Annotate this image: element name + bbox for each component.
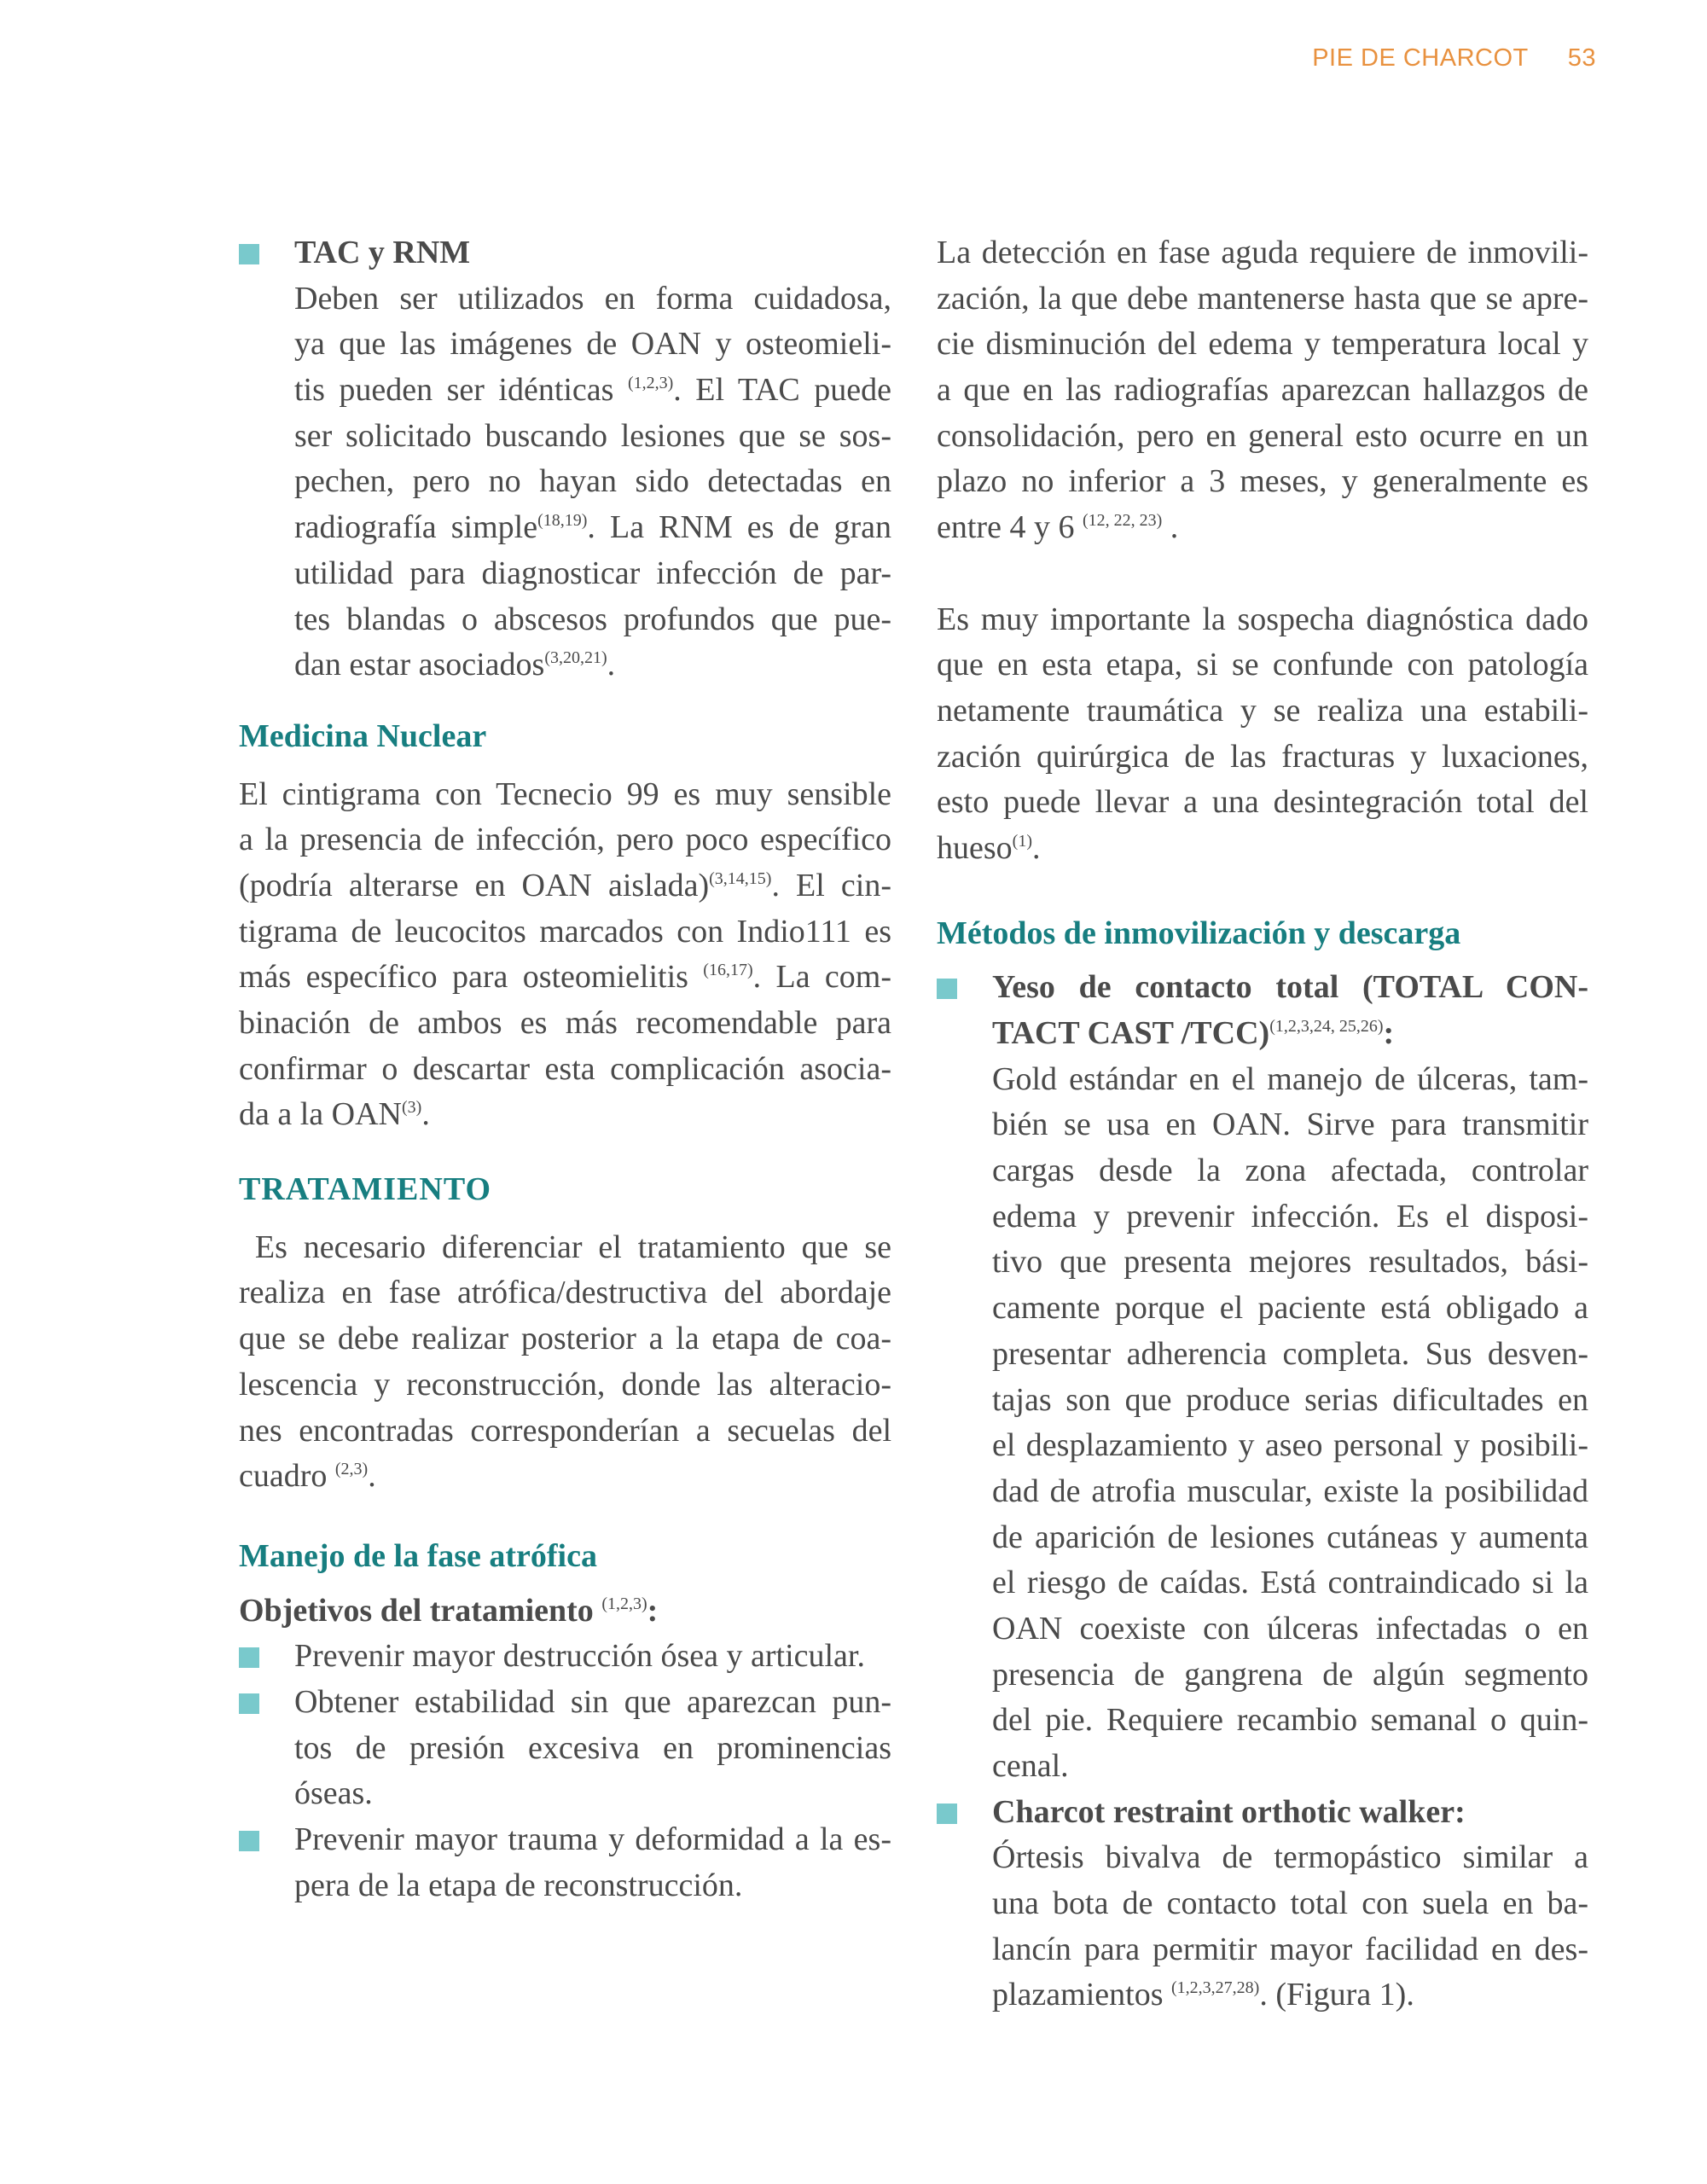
bullet-item bbox=[239, 1634, 891, 1680]
text-line: lescencia y reconstrucción, donde las alteracio- bbox=[239, 1366, 891, 1403]
text-line: cie disminución del edema y temperatura local y bbox=[937, 326, 1588, 363]
text-line: realiza en fase atrófica/destructiva del abordaje bbox=[239, 1275, 891, 1311]
text-line: OAN coexiste con úlceras infectadas o en bbox=[992, 1610, 1588, 1647]
text-line: pechen, pero no hayan sido detectadas en bbox=[294, 463, 891, 500]
citation: (1) bbox=[1012, 831, 1032, 851]
text-span: . bbox=[368, 1458, 376, 1495]
text-span: . El TAC puede bbox=[673, 372, 891, 409]
bullet-item-crow bbox=[937, 1790, 1588, 2018]
text-line: edema y prevenir infección. Es el disposi- bbox=[992, 1198, 1588, 1234]
text-span: . bbox=[607, 647, 616, 683]
section-tac-rnm bbox=[239, 230, 891, 688]
square-bullet-icon bbox=[239, 1831, 259, 1851]
text-line: Es muy importante la sospecha diagnóstica dado bbox=[937, 601, 1588, 637]
section-medicina-nuclear bbox=[239, 714, 891, 1138]
text-line bbox=[239, 863, 891, 909]
text-span: da a la OAN bbox=[239, 1096, 402, 1133]
citation: (2,3) bbox=[334, 1460, 369, 1479]
citation: (1,2,3,24, 25,26) bbox=[1269, 1017, 1384, 1036]
citation: (18,19) bbox=[537, 511, 588, 531]
section-sospecha bbox=[937, 597, 1588, 872]
text-line: ya que las imágenes de OAN y osteomieli- bbox=[294, 326, 891, 363]
section-metodos bbox=[937, 911, 1588, 2019]
text-span: más específico para osteomielitis bbox=[239, 959, 688, 996]
text-line: a que en las radiografías aparezcan hallazgos de bbox=[937, 372, 1588, 409]
text-line: confirmar o descartar esta complicación asocia- bbox=[239, 1050, 891, 1087]
item-title bbox=[937, 1790, 1588, 1836]
square-bullet-icon bbox=[937, 979, 957, 999]
text-line bbox=[239, 1092, 891, 1138]
bullet-item-tac-rnm bbox=[239, 230, 891, 688]
text-span: cuadro bbox=[239, 1458, 335, 1495]
text-line: Es necesario diferenciar el tratamiento que se bbox=[239, 1228, 891, 1265]
spacer bbox=[239, 1500, 891, 1534]
text-line: zación, la que debe mantenerse hasta que se apre- bbox=[937, 280, 1588, 317]
text-span: . La RNM es de gran bbox=[587, 509, 891, 546]
spacer bbox=[937, 872, 1588, 911]
section-heading: TRATAMIENTO bbox=[239, 1171, 492, 1208]
square-bullet-icon bbox=[239, 244, 259, 264]
text-line bbox=[239, 505, 891, 551]
text-span: (podría alterarse en OAN aislada) bbox=[239, 867, 710, 903]
spacer bbox=[239, 760, 891, 772]
text-line bbox=[937, 505, 1588, 551]
spacer bbox=[239, 1213, 891, 1225]
text-line: a la presencia de infección, pero poco específico bbox=[239, 822, 891, 858]
section-heading: Medicina Nuclear bbox=[239, 717, 487, 754]
citation: (3) bbox=[401, 1098, 422, 1118]
citation: (3,14,15) bbox=[709, 868, 772, 888]
subsection-title: TAC y RNM bbox=[294, 235, 471, 270]
text-line bbox=[937, 1972, 1588, 2018]
left-column bbox=[239, 230, 891, 1908]
text-line: tajas son que produce serias dificultades en bbox=[992, 1381, 1588, 1418]
text-line: Gold estándar en el manejo de úlceras, tam- bbox=[992, 1060, 1588, 1097]
text-line bbox=[239, 955, 891, 1001]
square-bullet-icon bbox=[239, 1693, 259, 1714]
citation: (3,20,21) bbox=[544, 648, 607, 668]
text-span: dan estar asociados bbox=[294, 647, 545, 683]
text-span: Charcot restraint orthotic walker bbox=[992, 1793, 1455, 1830]
text-line: el desplazamiento y aseo personal y posibili- bbox=[992, 1427, 1588, 1464]
item-title bbox=[937, 1011, 1588, 1057]
text-span: . bbox=[1031, 829, 1041, 866]
text-line: Obtener estabilidad sin que aparezcan pun- bbox=[294, 1683, 891, 1720]
text-span: . La com- bbox=[752, 959, 892, 996]
text-span: . (Figura 1). bbox=[1259, 1977, 1414, 2013]
text-line: Deben ser utilizados en forma cuidadosa, bbox=[294, 280, 891, 317]
text-line: plazo no inferior a 3 meses, y generalmente es bbox=[937, 463, 1588, 500]
citation: (1,2,3) bbox=[601, 1594, 647, 1613]
text-line: netamente traumática y se realiza una estabili- bbox=[937, 692, 1588, 729]
text-line: Prevenir mayor trauma y deformidad a la es- bbox=[294, 1821, 891, 1857]
text-span: tis pueden ser idénticas bbox=[294, 372, 614, 409]
text-line: presencia de gangrena de algún segmento bbox=[992, 1656, 1588, 1693]
text-span: . El cin- bbox=[771, 867, 891, 903]
text-line: esto puede llevar a una desintegración total del bbox=[937, 784, 1588, 821]
text-line: una bota de contacto total con suela en ba- bbox=[992, 1885, 1588, 1922]
text-line: utilidad para diagnosticar infección de par- bbox=[294, 555, 891, 591]
text-line: tes blandas o abscesos profundos que pue- bbox=[294, 601, 891, 637]
text-span: TACT CAST /TCC) bbox=[992, 1015, 1270, 1051]
bullet-item-tcc bbox=[937, 965, 1588, 1789]
text-line: El cintigrama con Tecnecio 99 es muy sensible bbox=[239, 775, 891, 812]
text-line: lancín para permitir mayor facilidad en des- bbox=[992, 1931, 1588, 1967]
text-line: consolidación, pero en general esto ocurre en un bbox=[937, 417, 1588, 454]
text-span: Objetivos del tratamiento bbox=[239, 1592, 602, 1629]
square-bullet-icon bbox=[937, 1804, 957, 1824]
text-span: : bbox=[647, 1592, 659, 1629]
running-header bbox=[1312, 44, 1596, 73]
section-fase-aguda bbox=[937, 230, 1588, 551]
text-line: zación quirúrgica de las fracturas y luxaciones, bbox=[937, 738, 1588, 775]
right-column bbox=[937, 230, 1588, 2018]
running-title: PIE DE CHARCOT bbox=[1312, 44, 1529, 72]
text-line: tigrama de leucocitos marcados con Indio111 es bbox=[239, 913, 891, 950]
section-heading: Métodos de inmovilización y descarga bbox=[937, 915, 1461, 951]
text-line: bién se usa en OAN. Sirve para transmitir bbox=[992, 1107, 1588, 1143]
citation: (1,2,3,27,28) bbox=[1170, 1978, 1260, 1998]
text-line: ser solicitado buscando lesiones que se sos- bbox=[294, 417, 891, 454]
bullet-item bbox=[239, 1817, 891, 1908]
text-span: entre 4 y 6 bbox=[937, 509, 1083, 546]
text-line: binación de ambos es más recomendable para bbox=[239, 1005, 891, 1041]
spacer bbox=[937, 551, 1588, 597]
text-span: radiografía simple bbox=[294, 509, 538, 546]
text-line: que se debe realizar posterior a la etapa de coa- bbox=[239, 1321, 891, 1357]
spacer bbox=[937, 956, 1588, 965]
spacer bbox=[239, 1138, 891, 1167]
text-line: el riesgo de caídas. Está contraindicado si la bbox=[992, 1565, 1588, 1601]
square-bullet-icon bbox=[239, 1647, 259, 1668]
bullet-item bbox=[239, 1680, 891, 1817]
text-line bbox=[937, 826, 1588, 872]
text-line bbox=[239, 368, 891, 414]
text-span: . bbox=[1162, 509, 1179, 546]
spacer bbox=[239, 688, 891, 714]
text-line: del pie. Requiere recambio semanal o quin- bbox=[992, 1702, 1588, 1739]
text-span: : bbox=[1383, 1015, 1395, 1051]
text-line: óseas. bbox=[294, 1775, 373, 1812]
text-line: cargas desde la zona afectada, controlar bbox=[992, 1153, 1588, 1189]
text-span: . bbox=[421, 1096, 430, 1133]
text-line: presentar adherencia completa. Sus desven- bbox=[992, 1335, 1588, 1372]
text-span: plazamientos bbox=[992, 1977, 1171, 2013]
spacer bbox=[239, 1580, 891, 1589]
section-tratamiento bbox=[239, 1167, 891, 1500]
text-line: nes encontradas corresponderían a secuelas del bbox=[239, 1412, 891, 1449]
text-span: hueso bbox=[937, 829, 1013, 866]
text-span: : bbox=[1454, 1793, 1466, 1830]
text-line: pera de la etapa de reconstrucción. bbox=[294, 1867, 743, 1903]
objectives-label bbox=[239, 1589, 891, 1635]
section-heading: Manejo de la fase atrófica bbox=[239, 1537, 597, 1574]
citation: (12, 22, 23) bbox=[1082, 511, 1163, 531]
citation: (1,2,3) bbox=[627, 374, 674, 393]
text-line: Prevenir mayor destrucción ósea y articular. bbox=[294, 1638, 865, 1675]
page-number: 53 bbox=[1567, 44, 1596, 72]
text-line: La detección en fase aguda requiere de inmovili- bbox=[937, 235, 1588, 270]
text-line: tos de presión excesiva en prominencias bbox=[294, 1729, 891, 1766]
text-line: Órtesis bivalva de termopástico similar a bbox=[992, 1839, 1588, 1876]
text-line: dad de atrofia muscular, existe la posibilidad bbox=[992, 1472, 1588, 1509]
text-line bbox=[239, 1454, 891, 1500]
item-title: Yeso de contacto total (TOTAL CON- bbox=[992, 969, 1588, 1006]
section-manejo-fase-atrofica bbox=[239, 1534, 891, 1909]
citation: (16,17) bbox=[703, 961, 753, 980]
text-line: de aparición de lesiones cutáneas y aumenta bbox=[992, 1519, 1588, 1555]
text-line: que en esta etapa, si se confunde con patología bbox=[937, 647, 1588, 683]
text-line: camente porque el paciente está obligado a bbox=[992, 1290, 1588, 1327]
text-line: cenal. bbox=[992, 1748, 1069, 1784]
text-line: tivo que presenta mejores resultados, bási- bbox=[992, 1244, 1588, 1281]
text-line bbox=[239, 642, 891, 688]
